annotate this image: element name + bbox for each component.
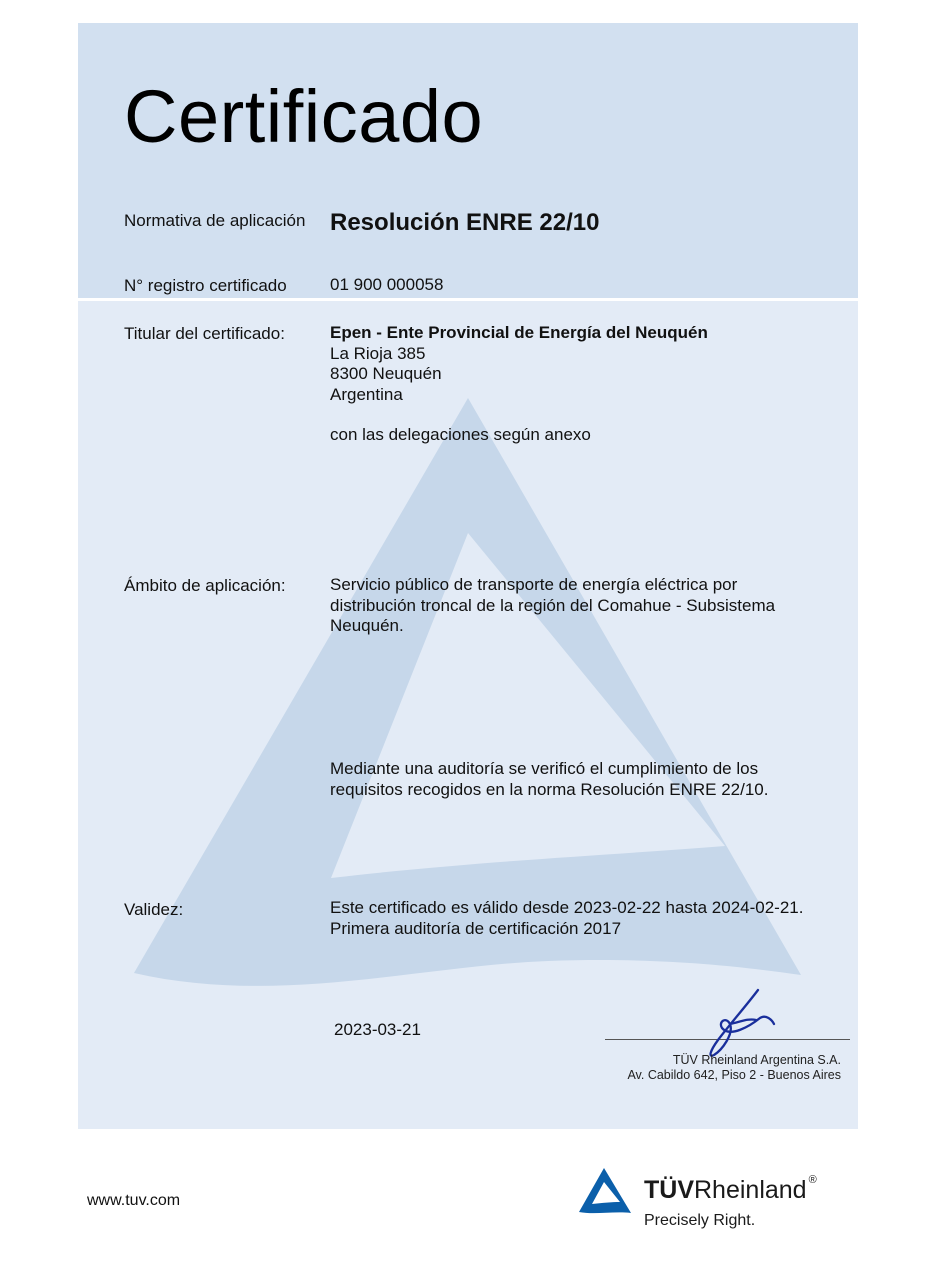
- registro-value: 01 900 000058: [330, 275, 444, 294]
- issuer-block: [627, 1053, 841, 1083]
- certificate-header-band: [78, 23, 858, 298]
- validez-line: Este certificado es válido desde 2023-02-22 hasta 2024-02-21.: [330, 898, 804, 917]
- titular-block: [330, 323, 708, 446]
- certificate-title: Certificado: [124, 75, 484, 158]
- validez-label: Validez:: [124, 900, 184, 919]
- validez-line: Primera auditoría de certificación 2017: [330, 918, 622, 938]
- issuer-address: Av. Cabildo 642, Piso 2 - Buenos Aires: [627, 1068, 841, 1082]
- brand-name: [644, 1176, 817, 1205]
- tuv-logo: [578, 1164, 848, 1234]
- registro-label: N° registro certificado: [124, 276, 287, 295]
- website-link[interactable]: www.tuv.com: [87, 1192, 181, 1209]
- address-line: 8300 Neuquén: [330, 364, 442, 383]
- auditoria-line: requisitos recogidos en la norma Resolución ENRE 22/10.: [330, 779, 769, 799]
- normativa-value: Resolución ENRE 22/10: [330, 209, 600, 236]
- registered-mark: ®: [808, 1174, 817, 1186]
- auditoria-line: Mediante una auditoría se verificó el cumplimiento de los: [330, 759, 759, 778]
- ambito-line: Neuquén.: [330, 616, 404, 635]
- validez-block: [330, 898, 803, 939]
- ambito-line: distribución troncal de la región del Comahue - Subsistema: [330, 595, 776, 615]
- brand-bold: TÜV: [644, 1176, 694, 1204]
- titular-name: Epen - Ente Provincial de Energía del Neuquén: [330, 323, 708, 342]
- issue-date: 2023-03-21: [334, 1020, 421, 1039]
- ambito-block: [330, 575, 775, 637]
- ambito-line: Servicio público de transporte de energía eléctrica por: [330, 575, 738, 594]
- normativa-label: Normativa de aplicación: [124, 211, 306, 230]
- address-line: Argentina: [330, 384, 403, 404]
- titular-label: Titular del certificado:: [124, 324, 285, 343]
- brand-regular: Rheinland: [694, 1176, 807, 1204]
- ambito-label: Ámbito de aplicación:: [124, 576, 286, 595]
- brand-tagline: Precisely Right.: [644, 1212, 756, 1229]
- delegations-note: con las delegaciones según anexo: [330, 425, 591, 444]
- handwritten-signature-icon: [700, 988, 780, 1063]
- address-line: La Rioja 385: [330, 343, 426, 363]
- issuer-name: TÜV Rheinland Argentina S.A.: [672, 1053, 841, 1067]
- auditoria-block: [330, 759, 768, 800]
- tuv-triangle-logo-icon: [578, 1166, 632, 1216]
